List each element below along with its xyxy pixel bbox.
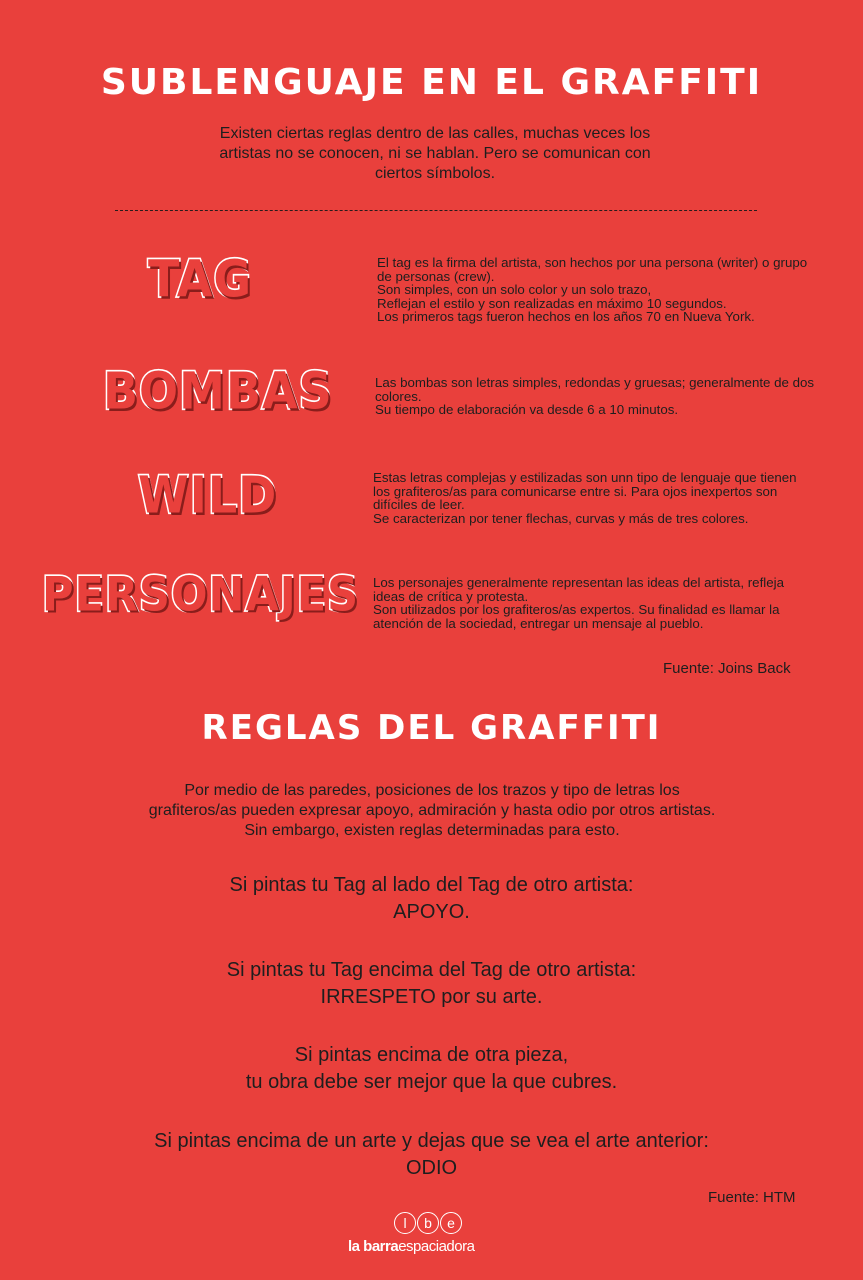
description-line: Los personajes generalmente representan las ideas del artista, refleja ideas de crítica y protesta. bbox=[373, 575, 784, 604]
brand-name-bold: la barra bbox=[348, 1238, 399, 1255]
description-line: Reflejan el estilo y son realizadas en máximo 10 segundos. bbox=[377, 295, 727, 311]
description-line: El tag es la firma del artista, son hechos por una persona (writer) o grupo de personas (crew). bbox=[377, 255, 808, 284]
style-description-bombas bbox=[375, 376, 815, 417]
rule-condition: Si pintas tu Tag al lado del Tag de otro artista: bbox=[229, 874, 634, 896]
divider bbox=[115, 210, 757, 211]
rule-item bbox=[0, 1128, 863, 1182]
brand-name-regular: espaciadora bbox=[398, 1238, 475, 1255]
style-description-wild bbox=[373, 471, 808, 525]
rule-condition: Si pintas encima de otra pieza, bbox=[294, 1044, 569, 1066]
style-word-wild: WILD bbox=[138, 465, 278, 525]
description-line: Estas letras complejas y estilizadas son unn tipo de lenguaje que tienen los grafiteros/as para comunicarse entre si. Para ojos inexpertos son difíciles de leer. bbox=[373, 470, 797, 513]
description-line: Las bombas son letras simples, redondas y gruesas; generalmente de dos colores. bbox=[375, 375, 815, 404]
rule-meaning: IRRESPETO por su arte. bbox=[320, 986, 543, 1008]
rule-meaning: tu obra debe ser mejor que la que cubres. bbox=[245, 1071, 618, 1093]
rule-meaning: ODIO bbox=[405, 1157, 458, 1179]
description-line: Son simples, con un solo color y un solo trazo, bbox=[377, 282, 652, 298]
description-line: Los primeros tags fueron hechos en los años 70 en Nueva York. bbox=[377, 309, 755, 325]
style-description-personajes bbox=[373, 576, 818, 630]
logo-letter: e bbox=[440, 1212, 462, 1234]
rule-meaning: APOYO. bbox=[393, 901, 470, 923]
rule-condition: Si pintas encima de un arte y dejas que se vea el arte anterior: bbox=[154, 1130, 709, 1152]
description-line: Se caracterizan por tener flechas, curvas y más de tres colores. bbox=[373, 510, 749, 526]
rule-item bbox=[0, 872, 863, 926]
logo-letter: l bbox=[394, 1212, 416, 1234]
style-word-bombas: BOMBAS bbox=[103, 361, 333, 421]
style-word-tag: TAG bbox=[148, 249, 253, 309]
source-credit: Fuente: Joins Back bbox=[663, 660, 791, 677]
rule-condition: Si pintas tu Tag encima del Tag de otro artista: bbox=[226, 959, 637, 981]
intro-paragraph: Existen ciertas reglas dentro de las calles, muchas veces los artistas no se conocen, ni se hablan. Pero se comunican con ciertos símbolos. bbox=[219, 125, 651, 182]
style-description-tag bbox=[377, 256, 817, 324]
section-title: REGLAS DEL GRAFFITI bbox=[201, 708, 662, 748]
source-credit: Fuente: HTM bbox=[708, 1189, 796, 1206]
rule-item bbox=[0, 1042, 863, 1096]
description-line: Su tiempo de elaboración va desde 6 a 10 minutos. bbox=[375, 402, 679, 418]
rule-item bbox=[0, 957, 863, 1011]
brand-name bbox=[348, 1238, 518, 1255]
page-title: SUBLENGUAJE EN EL GRAFFITI bbox=[100, 62, 763, 103]
brand-logo bbox=[348, 1212, 518, 1262]
logo-letter: b bbox=[417, 1212, 439, 1234]
description-line: Son utilizados por los grafiteros/as expertos. Su finalidad es llamar la atención de la sociedad, entregar un mensaje al pueblo. bbox=[373, 602, 780, 631]
rules-intro-paragraph: Por medio de las paredes, posiciones de los trazos y tipo de letras los grafiteros/as pueden expresar apoyo, admiración y hasta odio por otros artistas. Sin embargo, existen reglas determinadas para esto. bbox=[148, 782, 716, 839]
style-word-personajes: PERSONAJES bbox=[42, 567, 360, 623]
